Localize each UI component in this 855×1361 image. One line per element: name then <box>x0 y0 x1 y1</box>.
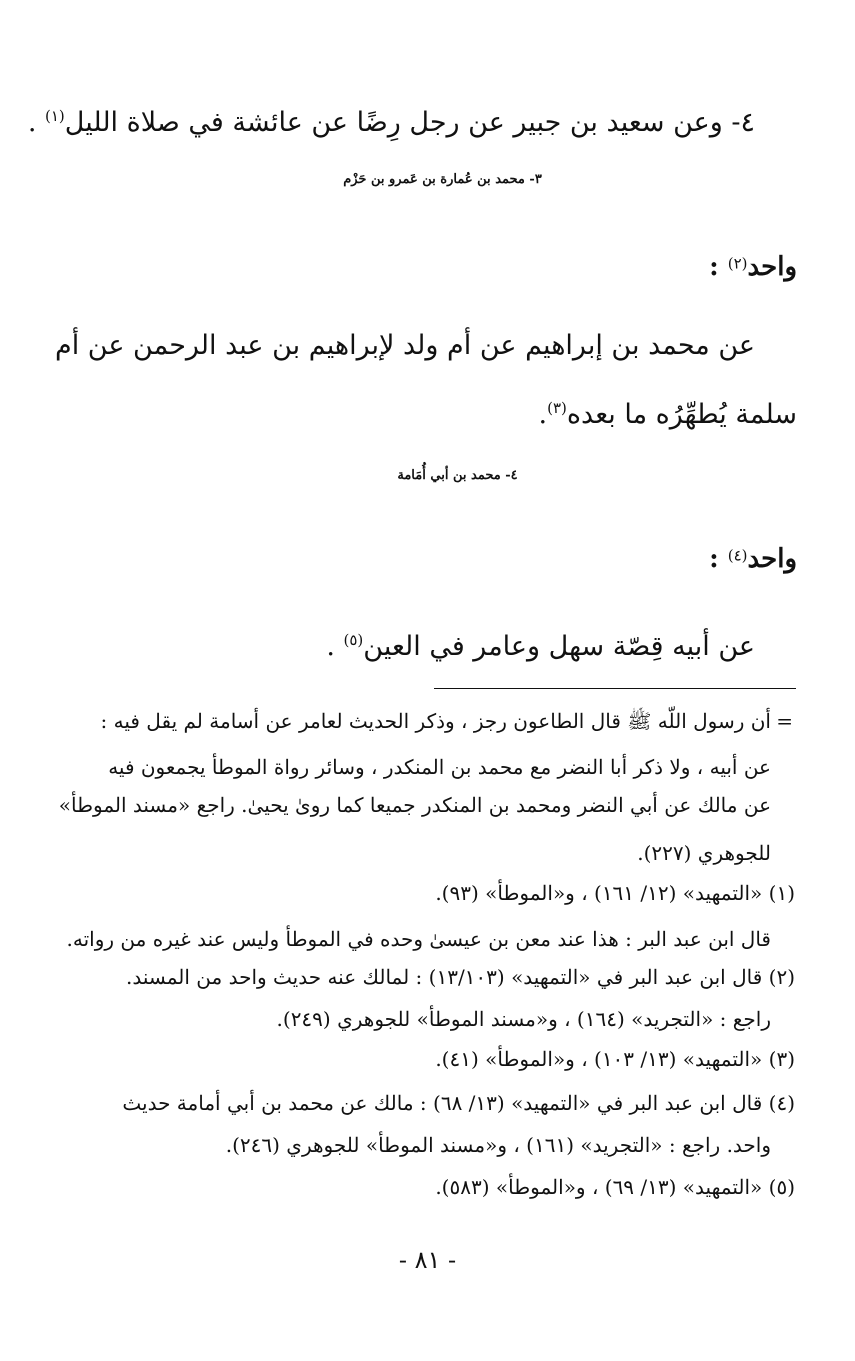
footnote-5: (٥) «التمهيد» (١٣/ ٦٩) ، و«الموطأ» (٥٨٣). <box>435 1175 795 1199</box>
punctuation: : <box>709 252 728 282</box>
section-heading-4: ٤- محمد بن أبي أُمَامة <box>397 468 518 483</box>
footnote-line: عن مالك عن أبي النضر ومحمد بن المنكدر جميعا كما روىٰ يحيىٰ. راجع «مسند الموطأ» <box>58 793 771 817</box>
punctuation: . <box>538 399 548 430</box>
page-number: - ٨١ - <box>398 1246 457 1274</box>
footnote-separator <box>434 688 796 689</box>
footnote-4-line-2: واحد. راجع : «التجريد» (١٦١) ، و«مسند الموطأ» للجوهري (٢٤٦). <box>225 1133 771 1157</box>
paragraph-said-ibn-jubayr <box>28 96 755 143</box>
footnote-1-extra: قال ابن عبد البر : هذا عند معن بن عيسىٰ وحده في الموطأ وليس عند غيره من رواته. <box>66 927 771 951</box>
footnote-2: (٢) قال ابن عبد البر في «التمهيد» (١٣/١٠٣) : لمالك عنه حديث واحد من المسند. <box>125 965 795 989</box>
count-label-1 <box>709 252 797 282</box>
punctuation: : <box>709 544 728 574</box>
paragraph-line <box>326 620 755 667</box>
footnote-ref: (٢) <box>727 254 748 273</box>
footnote-ref: (١) <box>45 107 65 125</box>
footnote-2-line-2: راجع : «التجريد» (١٦٤) ، و«مسند الموطأ» للجوهري (٢٤٩). <box>276 1007 771 1031</box>
footnote-line: عن أبيه ، ولا ذكر أبا النضر مع محمد بن المنكدر ، وسائر رواة الموطأ يجمعون فيه <box>108 755 771 779</box>
label-text: واحد <box>747 544 797 574</box>
punctuation: . <box>326 631 344 662</box>
footnote-continuation-marker: = <box>776 709 793 733</box>
footnote-line: أن رسول اللّه ﷺ قال الطاعون رجز ، وذكر الحديث لعامر عن أسامة لم يقل فيه : <box>100 709 771 733</box>
footnote-line: للجوهري (٢٢٧). <box>637 841 771 865</box>
count-label-2 <box>709 544 797 574</box>
footnote-1: (١) «التمهيد» (١٢/ ١٦١) ، و«الموطأ» (٩٣). <box>435 881 795 905</box>
section-heading-3: ٣- محمد بن عُمارة بن عَمرو بن حَزْم <box>343 172 542 187</box>
footnote-ref: (٥) <box>343 631 364 649</box>
punctuation: . <box>27 107 45 138</box>
footnote-4: (٤) قال ابن عبد البر في «التمهيد» (١٣/ ٦٨) : مالك عن محمد بن أبي أمامة حديث <box>122 1091 795 1115</box>
paragraph-text: ٤- وعن سعيد بن جبير عن رجل رِضًا عن عائشة في صلاة الليل <box>64 107 755 138</box>
label-text: واحد <box>747 252 797 282</box>
footnote-ref: (٣) <box>547 399 567 417</box>
paragraph-line <box>539 388 797 435</box>
footnote-ref: (٤) <box>727 546 748 565</box>
paragraph-text: عن أبيه قِصّة سهل وعامر في العين <box>363 631 755 662</box>
footnote-3: (٣) «التمهيد» (١٣/ ١٠٣) ، و«الموطأ» (٤١). <box>435 1047 795 1071</box>
paragraph-line: عن محمد بن إبراهيم عن أم ولد لإبراهيم بن عبد الرحمن عن أم <box>54 330 755 361</box>
paragraph-text: سلمة يُطهِّرُه ما بعده <box>566 399 797 430</box>
